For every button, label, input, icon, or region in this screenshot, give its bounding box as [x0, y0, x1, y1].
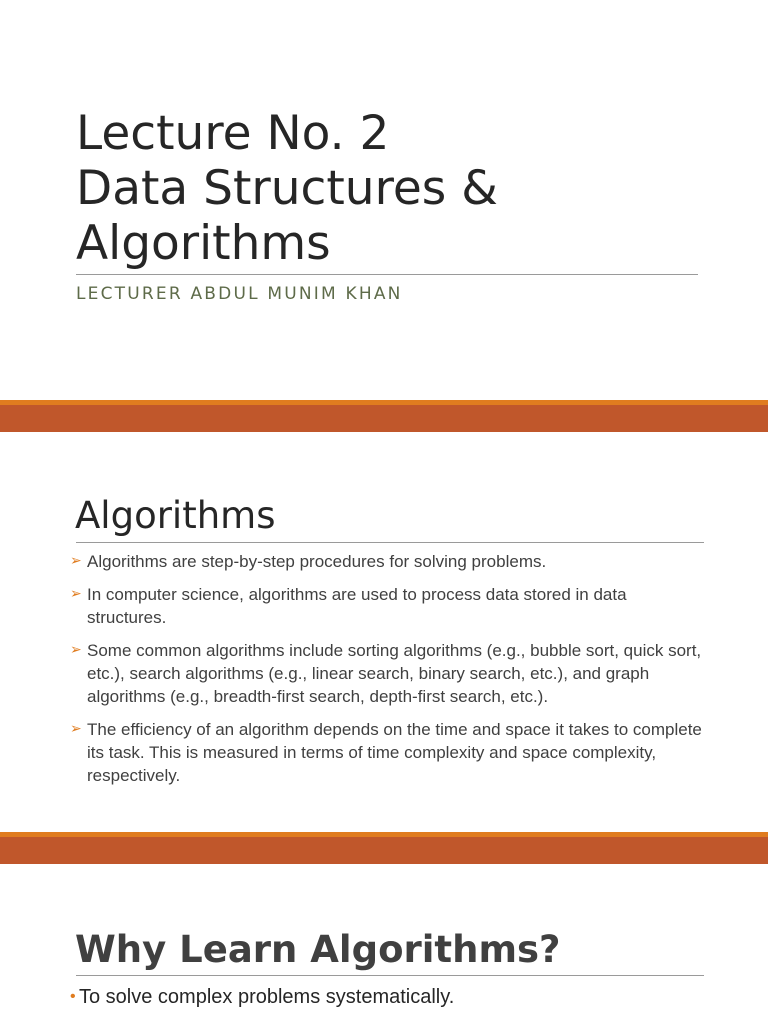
- arrow-bullet-icon: ➢: [70, 586, 82, 602]
- list-item: [70, 984, 454, 1010]
- bullet-text: Algorithms are step-by-step procedures for solving problems.: [87, 552, 547, 571]
- arrow-bullet-icon: ➢: [70, 721, 82, 737]
- bullet-text: Some common algorithms include sorting algorithms (e.g., bubble sort, quick sort, etc.), search algorithms (e.g., linear search, binary search, etc.), and graph algorithms (e.g., breadth-first search, depth-first search, etc.).: [87, 641, 702, 706]
- bullet-text: The efficiency of an algorithm depends on the time and space it takes to complete its task. This is measured in terms of time complexity and space complexity, respectively.: [87, 720, 702, 785]
- heading-divider: [76, 542, 704, 543]
- title-line: Algorithms: [76, 216, 331, 271]
- bullet-text: To solve complex problems systematically.: [79, 986, 455, 1008]
- why-learn-slide: [0, 864, 768, 1024]
- bullet-list: [70, 550, 710, 797]
- slide-separator: [0, 400, 768, 432]
- slide-heading: Why Learn Algorithms?: [75, 928, 561, 971]
- list-item: [70, 718, 710, 787]
- title-line: Lecture No. 2: [76, 106, 390, 161]
- bullet-text: In computer science, algorithms are used to process data stored in data structures.: [87, 585, 627, 627]
- title-slide: [0, 0, 768, 400]
- slide-separator: [0, 832, 768, 864]
- arrow-bullet-icon: ➢: [70, 553, 82, 569]
- slide-title: [76, 106, 716, 271]
- title-divider: [76, 274, 698, 275]
- heading-divider: [76, 975, 704, 976]
- list-item: [70, 639, 710, 708]
- dot-bullet-icon: •: [70, 988, 76, 1005]
- list-item: [70, 583, 710, 629]
- slide-heading: Algorithms: [75, 494, 276, 537]
- list-item: [70, 550, 710, 573]
- title-line: Data Structures &: [76, 161, 498, 216]
- arrow-bullet-icon: ➢: [70, 642, 82, 658]
- lecturer-subtitle: LECTURER ABDUL MUNIM KHAN: [76, 284, 403, 304]
- algorithms-slide: [0, 432, 768, 832]
- bullet-list: [70, 984, 454, 1010]
